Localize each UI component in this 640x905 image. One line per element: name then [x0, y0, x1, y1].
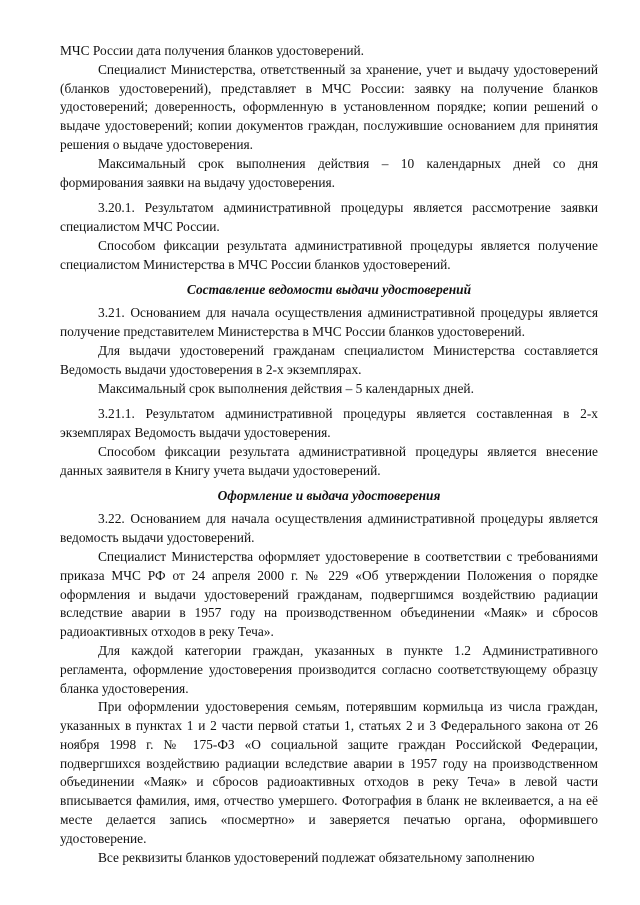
paragraph: Способом фиксации результата административной процедуры является внесение данных заявителя в Книгу учета выдачи удостоверений.	[60, 443, 598, 478]
paragraph: Специалист Министерства оформляет удостоверение в соответствии с требованиями приказа МЧС РФ от 24 апреля 2000 г. № 229 «Об утверждении Положения о порядке оформления и выдачи удостоверений гражданам, подвергшимся воздействию радиации вследствие аварии в 1957 году на производственном объединении «Маяк» и сбросов радиоактивных отходов в реку Теча».	[60, 548, 598, 640]
paragraph: Максимальный срок выполнения действия – 10 календарных дней со дня формирования заявки на выдачу удостоверения.	[60, 155, 598, 190]
paragraph: Специалист Министерства, ответственный за хранение, учет и выдачу удостоверений (бланков удостоверений), представляет в МЧС России: заявку на получение бланков удостоверений; доверенность, оформленную в установленном порядке; копии решений о выдаче удостоверений; копии документов граждан, послужившие основанием для принятия решения о выдаче удостоверения.	[60, 61, 598, 152]
paragraph: Для каждой категории граждан, указанных в пункте 1.2 Административного регламента, оформление удостоверения производится согласно соответствующему образцу бланка удостоверения.	[60, 642, 598, 696]
paragraph: МЧС России дата получения бланков удостоверений.	[60, 43, 365, 58]
paragraph: При оформлении удостоверения семьям, потерявшим кормильца из числа граждан, указанных в пунктах 1 и 2 части первой статьи 1, статьях 2 и 3 Федерального закона от 26 ноября 1998 г. № 175-ФЗ «О социальной защите граждан Российской Федерации, подвергшихся воздействию радиации вследствие аварии в 1957 году на производственном объединении «Маяк» и сбросов радиоактивных отходов в реку Теча» в левой части вписывается фамилия, имя, отчество умершего. Фотография в бланк не вклеивается, а на её месте делается запись «посмертно» и заверяется печатью органа, оформившего удостоверение.	[60, 699, 598, 846]
section-heading: Составление ведомости выдачи удостоверений	[186, 281, 472, 297]
paragraph: 3.20.1. Результатом административной процедуры является рассмотрение заявки специалистом МЧС России.	[60, 200, 598, 235]
paragraph: 3.22. Основанием для начала осуществления административной процедуры является ведомость выдачи удостоверений.	[60, 511, 598, 546]
section-heading: Оформление и выдача удостоверения	[217, 487, 441, 503]
paragraph: Максимальный срок выполнения действия – 5 календарных дней.	[98, 380, 474, 396]
paragraph: Все реквизиты бланков удостоверений подлежат обязательному заполнению	[98, 849, 535, 865]
paragraph: Для выдачи удостоверений гражданам специалистом Министерства составляется Ведомость выдачи удостоверения в 2-х экземплярах.	[60, 342, 598, 377]
paragraph: 3.21. Основанием для начала осуществления административной процедуры является получение представителем Министерства в МЧС России бланков удостоверений.	[60, 305, 598, 340]
paragraph: Способом фиксации результата административной процедуры является получение специалистом Министерства в МЧС России бланков удостоверений.	[60, 237, 598, 272]
paragraph: 3.21.1. Результатом административной процедуры является составленная в 2-х экземплярах Ведомость выдачи удостоверения.	[60, 406, 598, 441]
